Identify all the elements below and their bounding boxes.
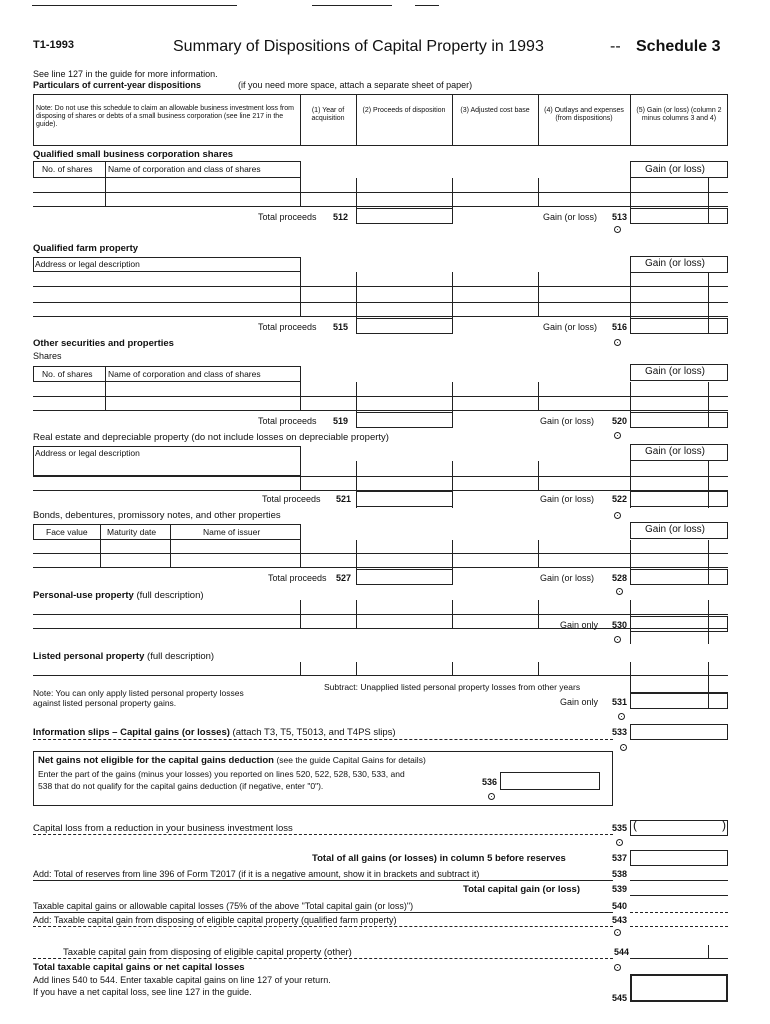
net-gains-title-rest: (see the guide Capital Gains for details) bbox=[276, 755, 426, 765]
net-gains-field[interactable] bbox=[500, 772, 600, 790]
listed-gain-field[interactable] bbox=[630, 693, 728, 709]
farm-gain-header-label: Gain (or loss) bbox=[645, 258, 706, 269]
line-544: 544 bbox=[614, 947, 630, 957]
farm-line-515: 515 bbox=[333, 322, 349, 332]
col2-header: (2) Proceeds of disposition bbox=[362, 107, 446, 114]
info-slips-field[interactable] bbox=[630, 724, 728, 740]
qsbc-line-512: 512 bbox=[333, 212, 349, 222]
farm-add-marker-icon bbox=[614, 929, 621, 936]
net-gains-title-bold: Net gains not eligible for the capital gains deduction bbox=[38, 755, 274, 766]
qsbc-name-label: Name of corporation and class of shares bbox=[108, 164, 261, 174]
title-dash: -- bbox=[610, 38, 621, 55]
net-gains-line-536: 536 bbox=[482, 777, 498, 787]
farm-add-text: Add: Taxable capital gain from disposing of eligible capital property (qualified farm property) bbox=[33, 915, 397, 925]
other-shares-label: Shares bbox=[33, 351, 62, 361]
personal-row[interactable] bbox=[33, 614, 728, 615]
qsbc-marker-icon bbox=[614, 226, 621, 233]
qsbc-title: Qualified small business corporation shares bbox=[33, 149, 234, 160]
other-total-proceeds: Total proceeds bbox=[258, 416, 317, 426]
bonds-proceeds-field[interactable] bbox=[356, 569, 453, 585]
bonds-issuer-col: Name of issuer bbox=[203, 527, 261, 537]
real-line-521: 521 bbox=[336, 494, 352, 504]
listed-title-bold: Listed personal property bbox=[33, 651, 145, 662]
top-rule bbox=[312, 5, 392, 6]
col4-header: (4) Outlays and expenses (from dispositions) bbox=[544, 107, 624, 122]
info-slips-bold: Information slips – Capital gains (or losses) bbox=[33, 727, 230, 738]
other-line-519: 519 bbox=[333, 416, 349, 426]
listed-gain-label: Gain only bbox=[560, 697, 599, 707]
bil-marker-icon bbox=[616, 839, 623, 846]
bonds-row[interactable] bbox=[33, 567, 728, 568]
personal-gain-field[interactable] bbox=[630, 616, 728, 632]
personal-gain-label: Gain only bbox=[560, 620, 599, 630]
line-535: 535 bbox=[612, 823, 628, 833]
info-slips-rest: (attach T3, T5, T5013, and T4PS slips) bbox=[232, 727, 396, 738]
final-title: Total taxable capital gains or net capital losses bbox=[33, 962, 245, 973]
real-row[interactable] bbox=[33, 476, 728, 477]
net-gains-title bbox=[38, 755, 426, 766]
bonds-row[interactable] bbox=[33, 553, 728, 554]
listed-title-rest: (full description) bbox=[147, 651, 215, 662]
total-cg-text: Total capital gain (or loss) bbox=[463, 884, 581, 895]
qsbc-row[interactable] bbox=[33, 192, 728, 193]
taxable-text: Taxable capital gains or allowable capital losses (75% of the above "Total capital gain (or loss)") bbox=[33, 901, 414, 911]
note-box-text: Note: Do not use this schedule to claim an allowable business investment loss from disposing of shares or debts of a small business corporation (see line 217 in the guide). bbox=[36, 105, 294, 128]
qsbc-proceeds-field[interactable] bbox=[356, 208, 453, 224]
listed-title bbox=[33, 651, 214, 662]
farm-proceeds-field[interactable] bbox=[356, 318, 453, 334]
farm-add-field[interactable] bbox=[630, 926, 728, 927]
farm-row[interactable] bbox=[33, 316, 728, 317]
other-shares-col: No. of shares bbox=[42, 369, 93, 379]
other-title: Other securities and properties bbox=[33, 338, 174, 349]
net-gains-marker-icon bbox=[488, 793, 495, 800]
info-line-533: 533 bbox=[612, 727, 628, 737]
real-line-522: 522 bbox=[612, 494, 628, 504]
listed-note: Note: You can only apply listed personal property losses against listed personal property gains. bbox=[33, 688, 244, 708]
real-marker-icon bbox=[614, 512, 621, 519]
taxable-field[interactable] bbox=[630, 912, 728, 913]
form-id: T1-1993 bbox=[33, 39, 74, 51]
final-text-2: If you have a net capital loss, see line 127 in the guide. bbox=[33, 987, 252, 997]
farm-row[interactable] bbox=[33, 286, 728, 287]
bonds-gain-header-label: Gain (or loss) bbox=[645, 524, 706, 535]
line-539: 539 bbox=[612, 884, 628, 894]
line-537: 537 bbox=[612, 853, 628, 863]
bil-field[interactable] bbox=[630, 820, 728, 836]
real-gain-label: Gain (or loss) bbox=[540, 494, 595, 504]
qsbc-row[interactable] bbox=[33, 206, 728, 207]
real-proceeds-field[interactable] bbox=[356, 491, 453, 507]
personal-marker-icon bbox=[614, 636, 621, 643]
total-cg-field[interactable] bbox=[630, 895, 728, 896]
bonds-maturity-col: Maturity date bbox=[107, 527, 157, 537]
personal-title-bold: Personal-use property bbox=[33, 590, 134, 601]
final-text-1: Add lines 540 to 544. Enter taxable capital gains on line 127 of your return. bbox=[33, 975, 331, 985]
line-538: 538 bbox=[612, 869, 628, 879]
top-rule bbox=[32, 5, 237, 6]
top-rule bbox=[415, 5, 439, 6]
real-address-label: Address or legal description bbox=[35, 448, 140, 458]
schedule-label: Schedule 3 bbox=[636, 38, 721, 55]
qsbc-gain-label: Gain (or loss) bbox=[543, 212, 598, 222]
bonds-title: Bonds, debentures, promissory notes, and other properties bbox=[33, 510, 281, 521]
farm-marker-icon bbox=[614, 339, 621, 346]
qsbc-line-513: 513 bbox=[612, 212, 628, 222]
bonds-line-528: 528 bbox=[612, 573, 628, 583]
col5-header: (5) Gain (or loss) (column 2 minus columns 3 and 4) bbox=[636, 107, 722, 122]
farm-row[interactable] bbox=[33, 302, 728, 303]
other-gain-header-label: Gain (or loss) bbox=[645, 366, 706, 377]
listed-subtract: Subtract: Unapplied listed personal property losses from other years bbox=[324, 682, 581, 692]
other-name-col: Name of corporation and class of shares bbox=[108, 369, 261, 379]
final-field[interactable] bbox=[630, 974, 728, 1002]
page-title: Summary of Dispositions of Capital Property in 1993 bbox=[173, 38, 544, 55]
bonds-face-col: Face value bbox=[46, 527, 88, 537]
bonds-total-proceeds: Total proceeds bbox=[268, 573, 327, 583]
farm-gain-field[interactable] bbox=[630, 318, 728, 334]
personal-line-530: 530 bbox=[612, 620, 628, 630]
line-540: 540 bbox=[612, 901, 628, 911]
col3-header: (3) Adjusted cost base bbox=[460, 107, 530, 114]
real-gain-header-label: Gain (or loss) bbox=[645, 446, 706, 457]
real-total-proceeds: Total proceeds bbox=[262, 494, 321, 504]
info-slips-text bbox=[33, 727, 396, 738]
farm-gain-label: Gain (or loss) bbox=[543, 322, 598, 332]
personal-title bbox=[33, 590, 204, 601]
other-line-520: 520 bbox=[612, 416, 628, 426]
farm-title: Qualified farm property bbox=[33, 243, 139, 254]
other-ecp-field[interactable] bbox=[630, 958, 728, 959]
bil-close-paren: ) bbox=[722, 818, 726, 832]
net-gains-body-1: Enter the part of the gains (minus your losses) you reported on lines 520, 522, 528, 530, 533, and bbox=[38, 769, 405, 779]
net-gains-body-2: 538 that do not qualify for the capital gains deduction (if negative, enter "0"). bbox=[38, 781, 324, 791]
qsbc-shares-label: No. of shares bbox=[42, 164, 93, 174]
farm-line-516: 516 bbox=[612, 322, 628, 332]
line-543: 543 bbox=[612, 915, 628, 925]
total-col5-text: Total of all gains (or losses) in column 5 before reserves bbox=[312, 853, 566, 864]
final-marker-icon bbox=[614, 964, 621, 971]
reserves-field[interactable] bbox=[630, 880, 728, 881]
other-row[interactable] bbox=[33, 396, 728, 397]
real-title: Real estate and depreciable property (do not include losses on depreciable property) bbox=[33, 432, 389, 443]
info-marker-icon bbox=[620, 744, 627, 751]
listed-line-531: 531 bbox=[612, 697, 628, 707]
see-line-text: See line 127 in the guide for more information. bbox=[33, 69, 218, 79]
farm-total-proceeds: Total proceeds bbox=[258, 322, 317, 332]
particulars-note: (if you need more space, attach a separate sheet of paper) bbox=[238, 80, 473, 90]
reserves-text: Add: Total of reserves from line 396 of Form T2017 (if it is a negative amount, show it in brackets and subtract it) bbox=[33, 869, 480, 879]
listed-marker-icon bbox=[618, 713, 625, 720]
other-gain-label: Gain (or loss) bbox=[540, 416, 595, 426]
bonds-gain-label: Gain (or loss) bbox=[540, 573, 595, 583]
qsbc-total-proceeds: Total proceeds bbox=[258, 212, 317, 222]
other-gain-field[interactable] bbox=[630, 412, 728, 428]
bil-open-paren: ( bbox=[633, 818, 637, 832]
farm-address-label: Address or legal description bbox=[35, 259, 140, 269]
col1-header: (1) Year of acquisition bbox=[311, 107, 345, 122]
bonds-gain-field[interactable] bbox=[630, 569, 728, 585]
personal-title-rest: (full description) bbox=[136, 590, 204, 601]
qsbc-gain-header-label: Gain (or loss) bbox=[645, 164, 706, 175]
other-proceeds-field[interactable] bbox=[356, 412, 453, 428]
bonds-line-527: 527 bbox=[336, 573, 352, 583]
line-545: 545 bbox=[612, 993, 628, 1003]
other-ecp-text: Taxable capital gain from disposing of eligible capital property (other) bbox=[63, 947, 352, 958]
other-row[interactable] bbox=[33, 410, 728, 411]
other-marker-icon bbox=[614, 432, 621, 439]
bil-text: Capital loss from a reduction in your business investment loss bbox=[33, 823, 293, 834]
bonds-marker-icon bbox=[616, 588, 623, 595]
real-gain-field[interactable] bbox=[630, 491, 728, 507]
particulars-heading: Particulars of current-year dispositions bbox=[33, 80, 202, 90]
listed-row[interactable] bbox=[33, 675, 728, 676]
qsbc-gain-field[interactable] bbox=[630, 208, 728, 224]
total-col5-field[interactable] bbox=[630, 850, 728, 866]
